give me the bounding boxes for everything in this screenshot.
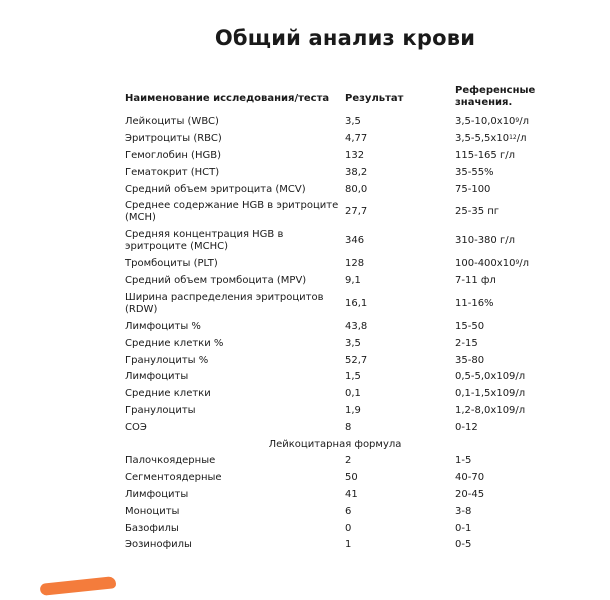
row-name: Сегментоядерные <box>125 472 222 484</box>
row-name: Палочкоядерные <box>125 455 216 467</box>
row-name: Лейкоциты (WBC) <box>125 116 219 128</box>
row-name: СОЭ <box>125 421 147 433</box>
row-result: 346 <box>345 235 365 247</box>
row-name: Лимфоциты <box>125 371 189 383</box>
row-reference: 115-165 г/л <box>455 149 515 161</box>
row-reference: 0,5-5,0x109/л <box>455 371 526 383</box>
row-reference: 100-400x10 $^9$ /л <box>455 258 530 270</box>
row-reference: 25-35 пг <box>455 206 500 218</box>
row-result: 80,0 <box>345 183 368 195</box>
row-reference: 11-16% <box>455 298 494 310</box>
row-name: Средний объем тромбоцита (MPV) <box>125 275 307 287</box>
row-name: Гранулоциты <box>125 404 196 416</box>
row-result: 3,5 <box>345 116 361 128</box>
row-result: 1,5 <box>345 371 361 383</box>
row-result: 50 <box>345 472 358 484</box>
header-result: Результат <box>345 93 404 104</box>
row-reference: 40-70 <box>455 472 485 484</box>
row-reference: 75-100 <box>455 183 491 195</box>
row-result: 1 <box>345 539 352 551</box>
row-name: Эритроциты (RBC) <box>125 133 222 145</box>
header-name: Наименование исследования/теста <box>125 93 330 104</box>
row-reference: 310-380 г/л <box>455 235 515 247</box>
row-name: Среднее содержание HGB в эритроците (MCH) <box>125 200 339 224</box>
results-table <box>125 85 565 554</box>
row-name: Эозинофилы <box>125 539 192 551</box>
row-reference: 3-8 <box>455 505 472 517</box>
row-result: 0,1 <box>345 388 361 400</box>
row-result: 43,8 <box>345 320 368 332</box>
row-name: Средний объем эритроцита (MCV) <box>125 183 306 195</box>
row-reference: 3,5-10,0x10 $^9$ /л <box>455 116 530 128</box>
row-name: Средние клетки <box>125 388 211 400</box>
row-reference: 0,1-1,5x109/л <box>455 388 526 400</box>
header-reference: Референсные значения. <box>455 85 536 108</box>
row-reference: 2-15 <box>455 337 478 349</box>
row-result: 4,77 <box>345 133 368 145</box>
row-reference: 7-11 фл <box>455 275 496 287</box>
row-reference: 15-50 <box>455 320 485 332</box>
row-result: 0 <box>345 522 352 534</box>
row-reference: 20-45 <box>455 488 485 500</box>
row-result: 38,2 <box>345 166 368 178</box>
row-result: 27,7 <box>345 206 368 218</box>
row-result: 132 <box>345 149 365 161</box>
page-title: Общий анализ крови <box>214 26 476 50</box>
row-result: 128 <box>345 258 365 270</box>
row-name: Моноциты <box>125 505 180 517</box>
row-result: 3,5 <box>345 337 361 349</box>
row-result: 9,1 <box>345 275 361 287</box>
row-name: Базофилы <box>125 522 179 534</box>
row-result: 41 <box>345 488 358 500</box>
row-reference: 0-12 <box>455 421 478 433</box>
row-result: 16,1 <box>345 298 368 310</box>
row-name: Гемоглобин (HGB) <box>125 149 221 161</box>
row-name: Гранулоциты % <box>125 354 209 366</box>
row-name: Лимфоциты <box>125 488 189 500</box>
row-name: Средняя концентрация HGB в эритроците (MCHC) <box>125 229 284 253</box>
row-reference: 1-5 <box>455 455 472 467</box>
row-reference: 35-55% <box>455 166 494 178</box>
row-name: Лимфоциты % <box>125 320 201 332</box>
orange-highlighter-mark <box>40 576 117 596</box>
row-reference: 1,2-8,0x109/л <box>455 404 526 416</box>
row-reference: 3,5-5,5x10 $^{12}$ /л <box>455 133 527 145</box>
row-result: 2 <box>345 455 352 467</box>
row-reference: 35-80 <box>455 354 485 366</box>
row-name: Ширина распределения эритроцитов (RDW) <box>125 292 324 316</box>
row-result: 1,9 <box>345 404 361 416</box>
row-reference: 0-1 <box>455 522 472 534</box>
row-result: 52,7 <box>345 354 368 366</box>
section-title-leukocyte-formula: Лейкоцитарная формула <box>268 438 402 450</box>
row-name: Тромбоциты (PLT) <box>125 258 218 270</box>
row-name: Гематокрит (HCT) <box>125 166 220 178</box>
row-name: Средние клетки % <box>125 337 224 349</box>
row-result: 8 <box>345 421 352 433</box>
row-reference: 0-5 <box>455 539 472 551</box>
row-result: 6 <box>345 505 352 517</box>
